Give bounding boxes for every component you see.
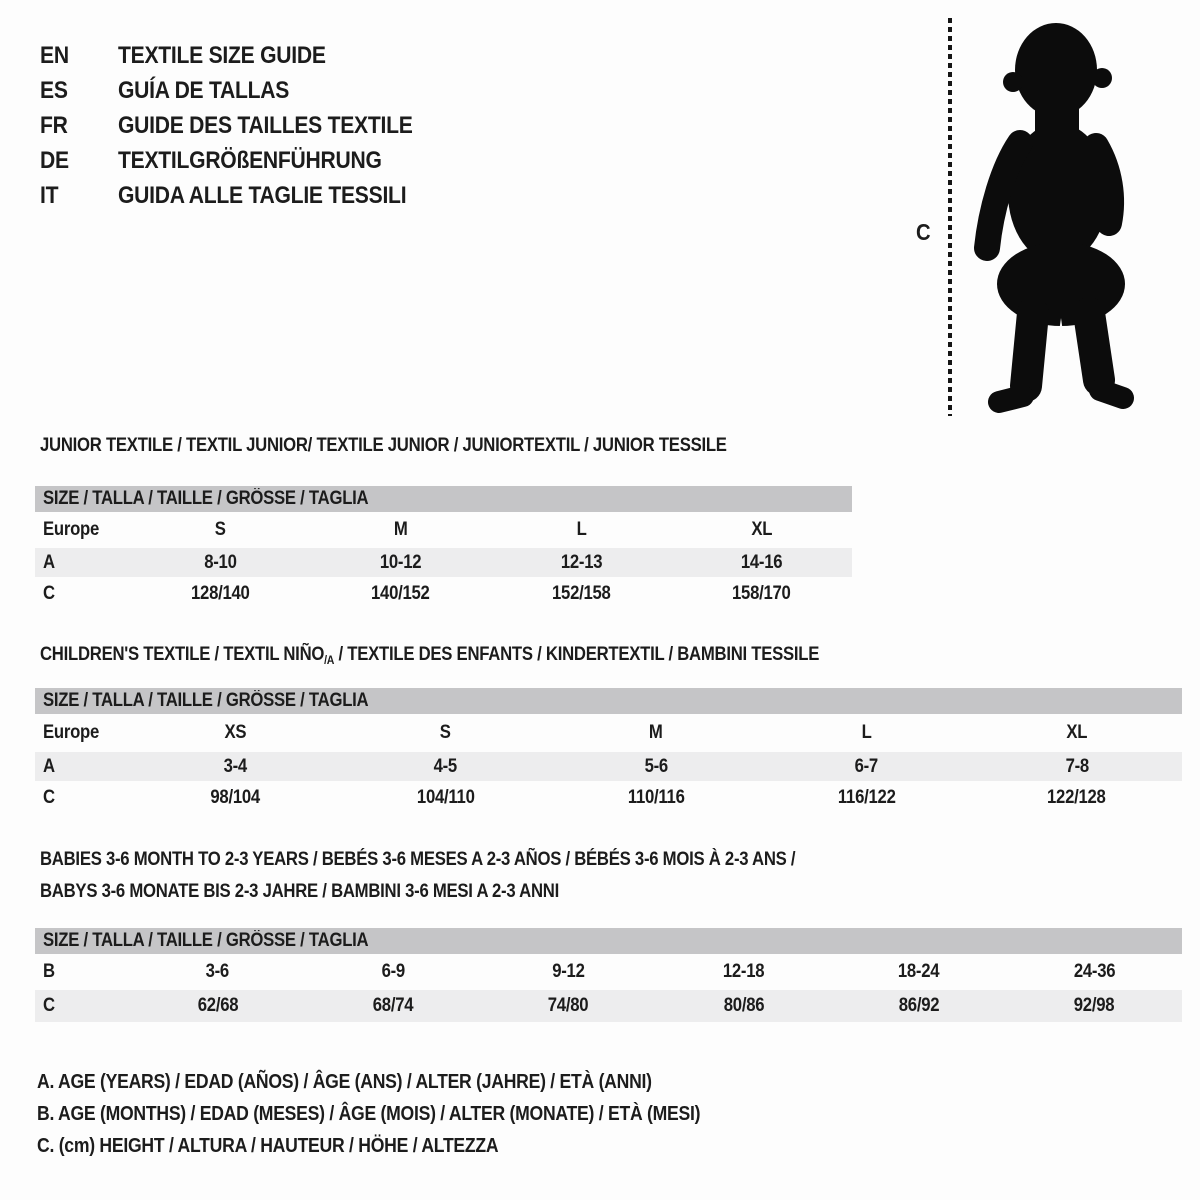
table-cell: 6-9 <box>381 961 405 982</box>
height-measure-dashed-line <box>948 18 952 416</box>
language-code: EN <box>40 42 69 69</box>
language-code: FR <box>40 112 68 139</box>
table-cell: 9-12 <box>552 961 585 982</box>
table-cell: 152/158 <box>551 582 611 604</box>
table-cell: 68/74 <box>372 995 414 1016</box>
babies-row-c <box>35 990 1182 1022</box>
language-label: TEXTILE SIZE GUIDE <box>118 42 326 69</box>
junior-row-a <box>35 548 852 577</box>
header-cell-size: XL <box>751 519 773 540</box>
table-cell: 3-6 <box>205 961 230 982</box>
table-cell: 128/140 <box>190 582 250 604</box>
row-label-cell: C <box>43 786 55 808</box>
language-label: TEXTILGRÖßENFÜHRUNG <box>118 147 382 174</box>
header-cell-size: M <box>649 722 663 743</box>
table-cell: 12-13 <box>560 551 602 573</box>
junior-header-row <box>35 512 852 548</box>
nino-a-subscript: /A <box>324 653 335 667</box>
table-cell: 122/128 <box>1047 786 1107 808</box>
legend-line-b: B. AGE (MONTHS) / EDAD (MESES) / ÂGE (MOIS) / ALTER (MONATE) / ETÀ (MESI) <box>37 1103 701 1125</box>
babies-section-title-line1: BABIES 3-6 MONTH TO 2-3 YEARS / BEBÉS 3-6 MESES A 2-3 AÑOS / BÉBÉS 3-6 MOIS À 2-3 ANS / <box>40 849 796 870</box>
babies-row-b <box>35 954 1182 990</box>
header-cell-size: S <box>214 519 226 540</box>
children-section-title: CHILDREN'S TEXTILE / TEXTIL $NIÑO_{/A}$ / TEXTILE DES ENFANTS / KINDERTEXTIL / BAMBINI TESSILE <box>40 644 820 667</box>
language-code: ES <box>40 77 68 104</box>
table-cell: 140/152 <box>371 582 431 604</box>
header-cell-size: XL <box>1066 722 1088 743</box>
header-cell-region: Europe <box>43 519 100 540</box>
babies-size-table <box>35 954 1182 1022</box>
table-cell: 92/98 <box>1074 995 1115 1016</box>
junior-section-title: JUNIOR TEXTILE / TEXTIL JUNIOR/ TEXTILE JUNIOR / JUNIORTEXTIL / JUNIOR TESSILE <box>40 435 727 456</box>
junior-size-header-bar: SIZE / TALLA / TAILLE / GRÖSSE / TAGLIA <box>35 486 852 512</box>
table-cell: 7-8 <box>1065 755 1089 777</box>
children-size-table <box>35 714 1182 814</box>
table-cell: 8-10 <box>204 551 237 573</box>
babies-size-header-bar: SIZE / TALLA / TAILLE / GRÖSSE / TAGLIA <box>35 928 1182 954</box>
table-cell: 110/116 <box>627 786 685 808</box>
language-code: IT <box>40 182 59 209</box>
table-cell: 62/68 <box>197 995 238 1016</box>
baby-silhouette-icon <box>963 18 1145 418</box>
row-label-cell: C <box>43 582 55 604</box>
row-label-cell: C <box>43 995 55 1016</box>
table-cell: 98/104 <box>210 786 260 808</box>
header-cell-size: XS <box>224 722 247 743</box>
header-cell-size: L <box>861 722 872 743</box>
table-cell: 12-18 <box>722 961 765 982</box>
table-cell: 116/122 <box>837 786 896 808</box>
language-label: GUÍA DE TALLAS <box>118 77 290 104</box>
junior-size-table <box>35 512 852 610</box>
language-code: DE <box>40 147 69 174</box>
header-cell-region: Europe <box>43 722 100 743</box>
language-label: GUIDA ALLE TAGLIE TESSILI <box>118 182 407 209</box>
children-row-c <box>35 781 1182 814</box>
table-cell: 24-36 <box>1073 961 1116 982</box>
table-cell: 158/170 <box>732 582 792 604</box>
table-cell: 4-5 <box>433 755 458 777</box>
row-label-cell: A <box>43 755 55 777</box>
table-cell: 86/92 <box>898 995 940 1016</box>
header-cell-size: L <box>576 519 587 540</box>
table-cell: 5-6 <box>644 755 668 777</box>
table-cell: 74/80 <box>548 995 589 1016</box>
table-cell: 3-4 <box>223 755 247 777</box>
language-label: GUIDE DES TAILLES TEXTILE <box>118 112 413 139</box>
table-cell: 80/86 <box>723 995 764 1016</box>
table-cell: 14-16 <box>741 551 783 573</box>
children-size-header-bar: SIZE / TALLA / TAILLE / GRÖSSE / TAGLIA <box>35 688 1182 714</box>
row-label-cell: A <box>43 551 55 573</box>
table-cell: 18-24 <box>898 961 940 982</box>
junior-row-c <box>35 577 852 610</box>
header-cell-size: M <box>393 519 408 540</box>
legend-line-a: A. AGE (YEARS) / EDAD (AÑOS) / ÂGE (ANS) / ALTER (JAHRE) / ETÀ (ANNI) <box>37 1071 652 1093</box>
header-cell-size: S <box>440 722 452 743</box>
children-header-row <box>35 714 1182 752</box>
babies-section-title-line2: BABYS 3-6 MONATE BIS 2-3 JAHRE / BAMBINI 3-6 MESI A 2-3 ANNI <box>40 881 559 902</box>
row-label-cell: B <box>43 961 55 982</box>
table-cell: 10-12 <box>380 551 422 573</box>
legend-line-c: C. (cm) HEIGHT / ALTURA / HAUTEUR / HÖHE / ALTEZZA <box>37 1135 499 1157</box>
table-cell: 104/110 <box>416 786 475 808</box>
measure-label-c: C <box>916 219 931 245</box>
table-cell: 6-7 <box>854 755 879 777</box>
children-row-a <box>35 752 1182 781</box>
